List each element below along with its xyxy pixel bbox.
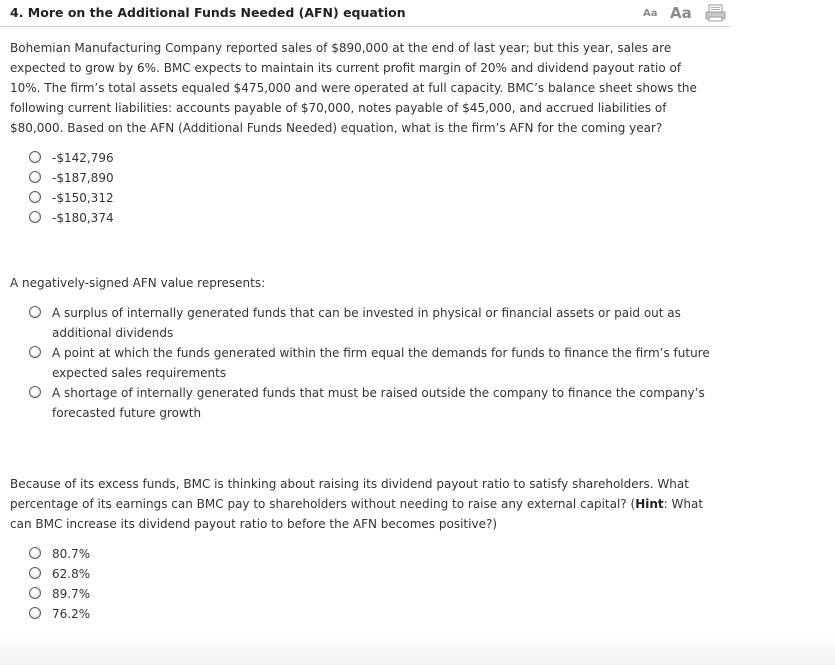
option-label: -$180,374	[52, 211, 114, 225]
question-3-text	[10, 474, 715, 534]
option-label: -$150,312	[52, 191, 114, 205]
option-label: 76.2%	[52, 607, 91, 621]
option-label: A shortage of internally generated funds that must be raised outside the company to finance the company’s forecasted future growth	[52, 386, 705, 420]
question-3-text-start: Because of its excess funds, BMC is thinking about raising its dividend payout ratio to satisfy shareholders. What percentage of its earnings can BMC pay to shareholders without needing to raise any external capital? (	[10, 477, 689, 511]
radio-button[interactable]	[29, 386, 41, 398]
option-label: 89.7%	[52, 587, 91, 601]
radio-button[interactable]	[29, 346, 41, 358]
radio-button[interactable]	[29, 547, 41, 559]
radio-button[interactable]	[29, 607, 41, 619]
option-label: A surplus of internally generated funds that can be invested in physical or financial assets or paid out as additional dividends	[52, 306, 681, 340]
option-label: A point at which the funds generated within the firm equal the demands for funds to finance the firm’s future expected sales requirements	[52, 346, 710, 380]
print-icon[interactable]	[705, 4, 726, 22]
option-label: -$187,890	[52, 171, 114, 185]
bottom-shadow	[0, 635, 835, 665]
radio-button[interactable]	[29, 211, 41, 223]
hint-label: Hint	[635, 497, 664, 511]
option-label: 62.8%	[52, 567, 91, 581]
question-title: 4. More on the Additional Funds Needed (AFN) equation	[10, 5, 406, 20]
question-3-text-end: : What can BMC increase its dividend payout ratio to before the AFN becomes positive?)	[10, 497, 704, 531]
radio-button[interactable]	[29, 191, 41, 203]
radio-button[interactable]	[29, 171, 41, 183]
radio-button[interactable]	[29, 306, 41, 318]
radio-button[interactable]	[29, 587, 41, 599]
question-1-text: Bohemian Manufacturing Company reported sales of $890,000 at the end of last year; but this year, sales are expected to grow by 6%. BMC expects to maintain its current profit margin of 20% and dividend payout ratio of 10%. The firm’s total assets equaled $475,000 and were operated at full capacity. BMC’s balance sheet shows the following current liabilities: accounts payable of $70,000, notes payable of $45,000, and accrued liabilities of $80,000. Based on the AFN (Additional Funds Needed) equation, what is the firm’s AFN for the coming year?	[10, 41, 697, 135]
radio-button[interactable]	[29, 151, 41, 163]
font-size-small-button[interactable]: Aa	[643, 8, 658, 19]
option-label: -$142,796	[52, 151, 114, 165]
question-2-text: A negatively-signed AFN value represents:	[10, 276, 266, 290]
radio-button[interactable]	[29, 567, 41, 579]
question-header	[0, 0, 730, 27]
option-label: 80.7%	[52, 547, 91, 561]
font-size-large-button[interactable]: Aa	[670, 4, 692, 22]
